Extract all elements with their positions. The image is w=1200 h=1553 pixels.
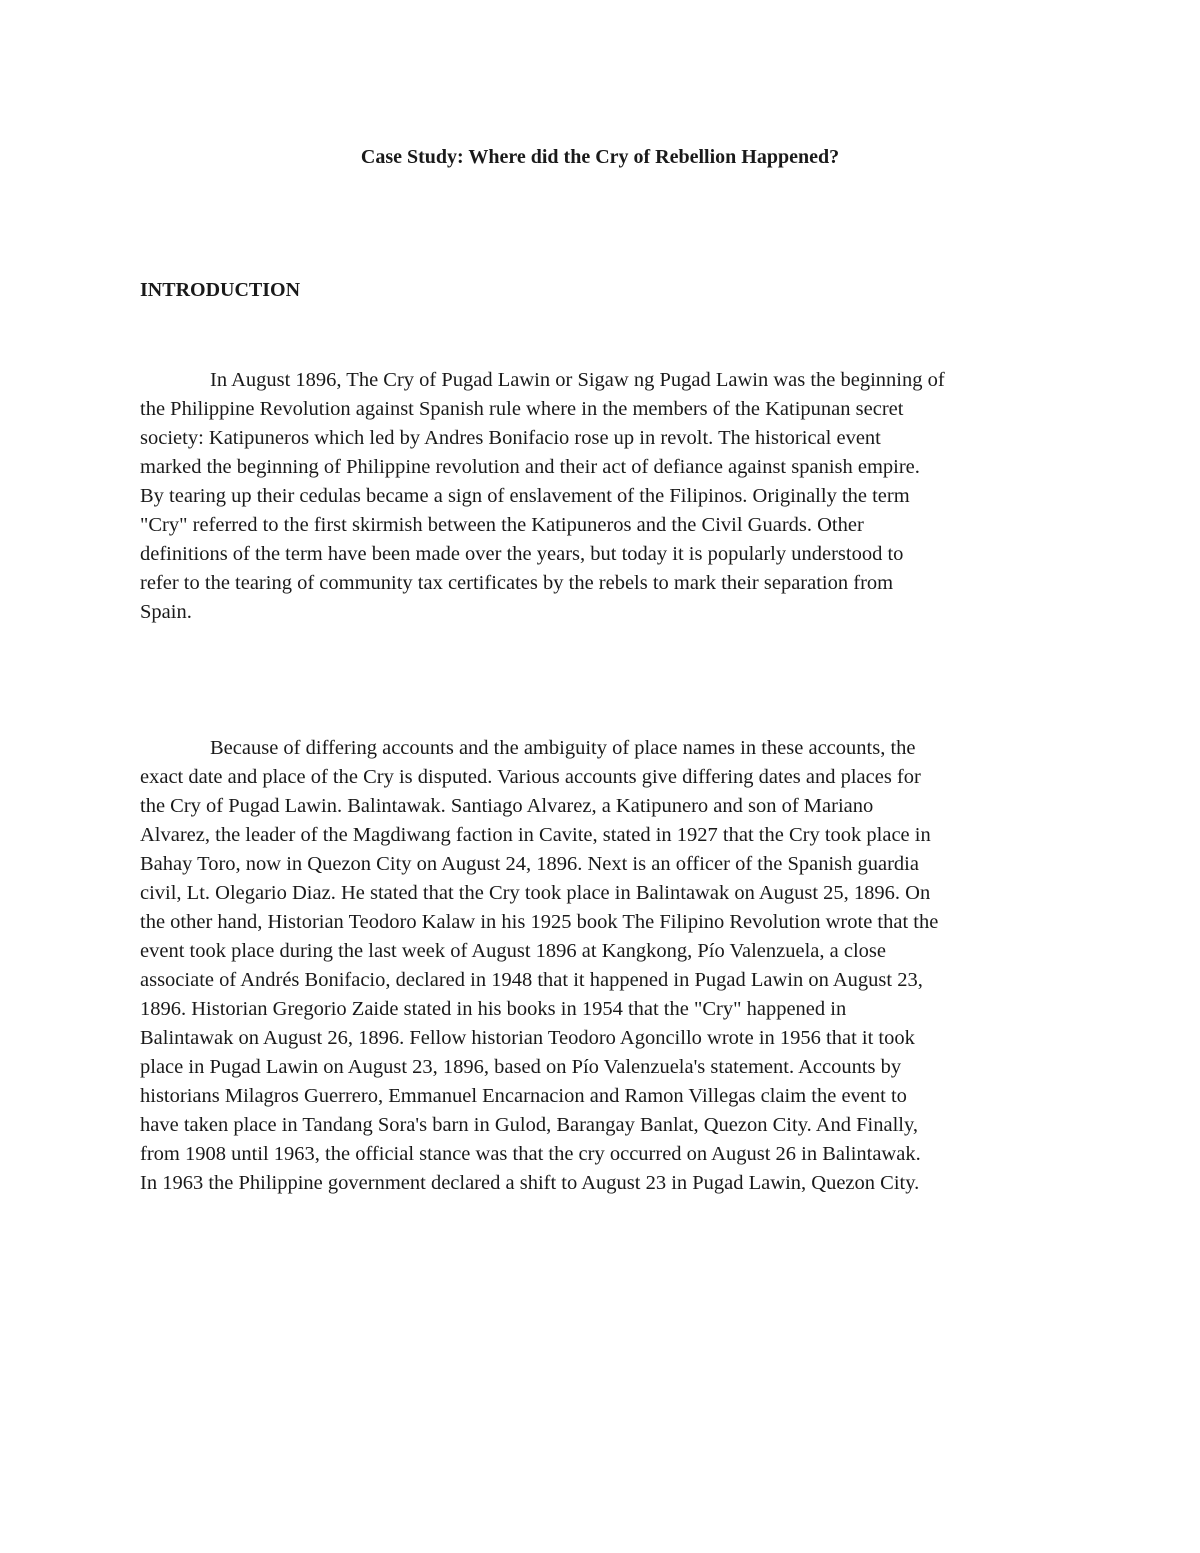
paragraph-line: Because of differing accounts and the ambiguity of place names in these accounts, the: [210, 737, 916, 759]
paragraph-line: Alvarez, the leader of the Magdiwang faction in Cavite, stated in 1927 that the Cry took place in: [140, 824, 931, 846]
document-title: Case Study: Where did the Cry of Rebellion Happened?: [360, 146, 840, 168]
paragraph-line: the Philippine Revolution against Spanish rule where in the members of the Katipunan secret: [140, 398, 904, 420]
paragraph-line: historians Milagros Guerrero, Emmanuel Encarnacion and Ramon Villegas claim the event to: [140, 1085, 907, 1107]
paragraph-line: place in Pugad Lawin on August 23, 1896, based on Pío Valenzuela's statement. Accounts by: [140, 1056, 902, 1078]
paragraph-line: associate of Andrés Bonifacio, declared in 1948 that it happened in Pugad Lawin on August 23,: [140, 969, 923, 991]
paragraph-line: the other hand, Historian Teodoro Kalaw in his 1925 book The Filipino Revolution wrote that the: [140, 911, 939, 933]
paragraph-line: "Cry" referred to the first skirmish between the Katipuneros and the Civil Guards. Other: [140, 514, 864, 536]
paragraph-line: have taken place in Tandang Sora's barn in Gulod, Barangay Banlat, Quezon City. And Finally,: [140, 1114, 919, 1136]
paragraph-line: society: Katipuneros which led by Andres Bonifacio rose up in revolt. The historical event: [140, 427, 881, 449]
paragraph-line: exact date and place of the Cry is disputed. Various accounts give differing dates and places for: [140, 766, 921, 788]
paragraph-line: refer to the tearing of community tax certificates by the rebels to mark their separation from: [140, 572, 894, 594]
paragraph-line: Spain.: [140, 601, 192, 623]
paragraph-line: the Cry of Pugad Lawin. Balintawak. Santiago Alvarez, a Katipunero and son of Mariano: [140, 795, 874, 817]
paragraph-line: Balintawak on August 26, 1896. Fellow historian Teodoro Agoncillo wrote in 1956 that it took: [140, 1027, 915, 1049]
paragraph-line: from 1908 until 1963, the official stance was that the cry occurred on August 26 in Balintawak.: [140, 1143, 921, 1165]
paragraph-line: In 1963 the Philippine government declared a shift to August 23 in Pugad Lawin, Quezon City.: [140, 1172, 920, 1194]
paragraph-line: definitions of the term have been made over the years, but today it is popularly understood to: [140, 543, 904, 565]
paragraph-line: civil, Lt. Olegario Diaz. He stated that the Cry took place in Balintawak on August 25, 1896. On: [140, 882, 931, 904]
paragraph-line: event took place during the last week of August 1896 at Kangkong, Pío Valenzuela, a close: [140, 940, 886, 962]
section-heading-introduction: INTRODUCTION: [140, 279, 301, 301]
paragraph-2: [140, 734, 1070, 1198]
paragraph-line: By tearing up their cedulas became a sign of enslavement of the Filipinos. Originally the term: [140, 485, 910, 507]
paragraph-line: In August 1896, The Cry of Pugad Lawin or Sigaw ng Pugad Lawin was the beginning of: [210, 369, 945, 391]
paragraph-1: [140, 366, 1070, 627]
paragraph-line: Bahay Toro, now in Quezon City on August 24, 1896. Next is an officer of the Spanish guardia: [140, 853, 919, 875]
paragraph-line: marked the beginning of Philippine revolution and their act of defiance against spanish empire.: [140, 456, 920, 478]
paragraph-line: 1896. Historian Gregorio Zaide stated in his books in 1954 that the "Cry" happened in: [140, 998, 847, 1020]
